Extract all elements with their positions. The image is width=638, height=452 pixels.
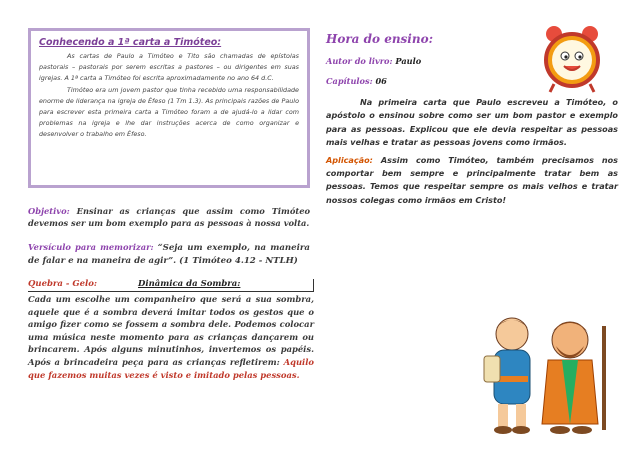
teaching-title: Hora do ensino:: [326, 32, 434, 46]
lesson-paragraph: Na primeira carta que Paulo escreveu a Timóteo, o apóstolo o ensinou sobre como ser um bom pastor e exemplo para as pessoas. Explicou que ele devia respeitar as pessoas mais velhas e tratar as pessoas jovens como irmãos.: [326, 97, 618, 148]
chapters-label: Capítulos:: [326, 76, 373, 86]
author-value: Paulo: [395, 56, 422, 66]
objective-text: Ensinar as crianças que assim como Timóteo devemos ser um bom exemplo para as pessoas à nossa volta.: [28, 206, 311, 228]
icebreaker-emphasis: Aquilo que fazemos muitas vezes é visto e imitado pelas pessoas.: [28, 356, 314, 380]
application-text: Assim como Timóteo, também precisamos nos comportar bem sempre e principalmente tratar bem as pessoas. Temos que respeitar sempre os mais velhos e tratar nossos colegas como irmãos em Cristo!: [326, 154, 618, 205]
icebreaker-block: [28, 279, 314, 381]
intro-box: [28, 28, 310, 188]
icebreaker-text: [28, 293, 314, 381]
alarm-clock-icon: [540, 24, 604, 94]
icebreaker-label: Quebra - Gelo:: [28, 279, 98, 290]
author-label: Autor do livro:: [326, 56, 393, 66]
intro-section: [28, 28, 310, 188]
chapters-value: 06: [375, 76, 387, 86]
intro-paragraph: As cartas de Paulo a Timóteo e Tito são chamadas de epístolas pastorais – pastorais por serem escritas a pastores – ou dirigentes em suas igrejas. A 1ª carta a Timóteo foi escrita aproximadamente no ano 64 d.C.: [39, 52, 299, 83]
verse-text: “Seja um exemplo, na maneira de falar e na maneira de agir”. (1 Timóteo 4.12 - NTLH): [28, 243, 310, 266]
icebreaker-body: Cada um escolhe um companheiro que será a sua sombra, aquele que é a sombra deverá imitar todos os gestos que o amigo fizer como se fossem a sombra dele. Podemos colocar uma música neste momento para as crianças dançarem ou brincarem. Após alguns minutinhos, invertemos os papéis. Após a brincadeira peça para as crianças refletirem:: [28, 294, 314, 367]
application-block: [326, 154, 618, 208]
intro-text: [39, 51, 299, 141]
verse-block: [28, 242, 310, 268]
intro-title: Conhecendo a 1ª carta a Timóteo:: [39, 37, 222, 48]
intro-paragraph: Timóteo era um jovem pastor que tinha recebido uma responsabilidade enorme de liderança na igreja de Éfeso (1 Tm 1.3). As principais razões de Paulo para escrever esta primeira carta a Timóteo foram a de ajudá-lo a lidar com problemas na igreja e lhe dar instruções acerca de como organizar e desenvolver o trabalho em Éfeso.: [39, 85, 299, 139]
objective-label: Objetivo:: [28, 206, 70, 216]
bible-kids-illustration: [466, 306, 622, 440]
lesson-text: [326, 96, 618, 150]
icebreaker-subtitle: Dinâmica da Sombra:: [138, 279, 241, 290]
icebreaker-header: [28, 279, 314, 292]
objective-block: [28, 206, 310, 230]
application-label: Aplicação:: [326, 154, 373, 165]
verse-label: Versículo para memorizar:: [28, 242, 154, 252]
